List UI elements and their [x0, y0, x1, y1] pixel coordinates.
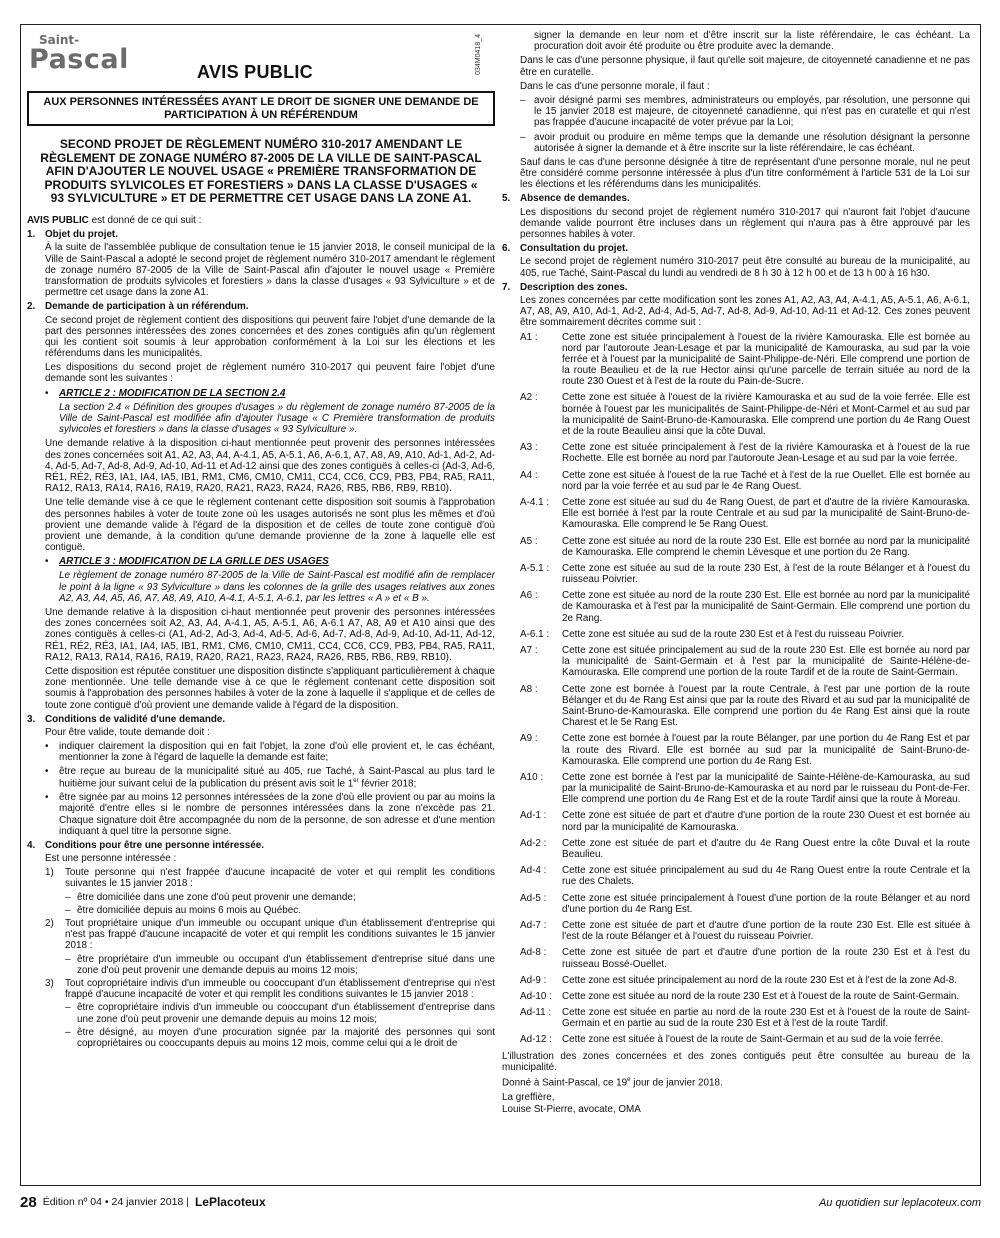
- list-item: [27, 792, 495, 837]
- zone-description: Cette zone est située principalement à l'ouest d'une portion de la route Bélanger et au nord d'une portion du 4e Rang Est.: [562, 892, 970, 915]
- section-number: 7.: [502, 281, 511, 293]
- item-number: 2): [45, 918, 54, 929]
- zone-item: [502, 470, 970, 492]
- zone-code: A5 :: [520, 535, 538, 547]
- section-title: Conditions de validité d'une demande.: [45, 713, 226, 725]
- zone-item: [502, 1007, 970, 1029]
- zone-item: [502, 947, 970, 969]
- dash-icon: –: [65, 953, 71, 965]
- zone-code: A9 :: [520, 733, 538, 745]
- section-2-heading: [27, 301, 495, 312]
- zone-description: Cette zone est située au sud de la route 230 Est, à l'est de la route Bélanger et à l'ouest du ruisseau Poivrier.: [562, 562, 970, 586]
- zone-code: A7 :: [520, 645, 538, 656]
- zone-item: [502, 332, 970, 388]
- edition-info: Édition nº 04 • 24 janvier 2018 |: [42, 1196, 189, 1209]
- footer-website: Au quotidien sur leplacoteux.com: [818, 1196, 981, 1209]
- section-7-text: Les zones concernées par cette modification sont les zones A1, A2, A3, A4, A-4.1, A5, A-5.1, A6, A-6.1, A7, A8, A9, A10, Ad-1, Ad-2, Ad-4, Ad-5, Ad-7, Ad-8, Ad-9, Ad-10, Ad-11 et Ad-12. Ces zones peuvent être sommairement décrites comme suit :: [520, 294, 970, 329]
- dash-item-text: être désigné, au moyen d'une procuration signée par la majorité des personnes qui sont copropriétaires ou cooccupants depuis au moins 12 mois, comme celui qui a le droit de: [77, 1026, 495, 1049]
- item-number: 3): [45, 977, 54, 989]
- zone-description: Cette zone est située principalement au nord de la route 230 Est et à l'est de la zone Ad-8.: [562, 974, 957, 986]
- section-number: 1.: [27, 229, 36, 241]
- zone-code: Ad-9 :: [520, 974, 547, 986]
- ad-code: 034M0418_4: [475, 34, 482, 75]
- zone-item: [502, 629, 970, 640]
- zone-item: [502, 838, 970, 860]
- zone-item: [502, 392, 970, 437]
- zone-item: [502, 442, 970, 464]
- zone-code: Ad-12 :: [520, 1034, 552, 1046]
- dash-item: [502, 132, 970, 154]
- dash-icon: –: [65, 904, 71, 916]
- zone-item: [502, 536, 970, 558]
- logo-bottom: Pascal: [29, 43, 129, 75]
- dash-item-text: être domiciliée depuis au moins 6 mois au Québec.: [77, 904, 301, 916]
- signature-role: La greffière,: [502, 1092, 555, 1104]
- list-item-text: indiquer clairement la disposition qui en fait l'objet, la zone d'où elle provient et, le cas échéant, mentionner la zone à l'égard de laquelle la demande est faite;: [59, 741, 495, 764]
- item-text: Tout copropriétaire indivis d'un immeuble ou cooccupant d'un établissement d'entreprise qui n'est frappé d'aucune incapacité de voter et qui remplit les conditions suivantes le 15 janvier 2018 :: [65, 977, 495, 1001]
- zone-code: A-6.1 :: [520, 628, 550, 640]
- zone-code: Ad-7 :: [520, 919, 547, 931]
- article-3-italic: Le règlement de zonage numéro 87-2005 de la Ville de Saint-Pascal est modifié afin de remplacer le point à la ligne « 93 Sylviculture » dans les colonnes de la grille des usages relatives aux zones A2, A3, A4, A5, A6, A7, A8, A9, A10, A-4.1, A-5.1, A-6.1, par les lettres « A » et « B ».: [59, 570, 495, 604]
- given-at-a: Donné à Saint-Pascal, ce 19: [502, 1077, 628, 1089]
- zone-code: Ad-1 :: [520, 810, 547, 822]
- zone-description: Cette zone est située au nord de la route 230 Est. Elle est bornée au nord par la municipalité de Kamouraska. Elle comprend le chemin Lévesque et une portion du 2e Rang.: [562, 535, 970, 558]
- zone-code: A1 :: [520, 331, 538, 343]
- section-4-text: Est une personne intéressée :: [45, 853, 177, 865]
- section-number: 5.: [502, 193, 511, 205]
- zone-description: Cette zone est bornée à l'ouest par la route Bélanger, par une portion du 4e Rang Est et par la route des Rivard. Elle est bornée au sud par la municipalité de Saint-Bruno-de-Kamouraska. Elle comprend une portion du 4e Rang Est.: [562, 733, 970, 767]
- numbered-item: [27, 918, 495, 952]
- zone-item: [502, 975, 970, 986]
- bullet-icon: •: [45, 766, 49, 778]
- zone-code: Ad-5 :: [520, 892, 547, 904]
- zone-code: A-5.1 :: [520, 562, 550, 574]
- zone-code: A10 :: [520, 771, 544, 783]
- zone-code: A2 :: [520, 392, 538, 404]
- bullet-icon: •: [45, 741, 49, 753]
- zone-description: Cette zone est située de part et d'autre d'une portion de la route 230 Est et à l'est du ruisseau Bossé-Ouellet.: [562, 947, 970, 970]
- section-title: Objet du projet.: [45, 229, 118, 241]
- zone-code: Ad-8 :: [520, 947, 547, 959]
- zone-description: Cette zone est située de part et d'autre du 4e Rang Ouest entre la côte Duval et la route Beaulieu.: [562, 837, 970, 860]
- zone-code: A8 :: [520, 683, 538, 695]
- dash-item-text: être copropriétaire indivis d'un immeuble ou cooccupant d'un établissement d'entreprise dans une zone d'où peut provenir une demande depuis au moins 12 mois;: [77, 1002, 495, 1025]
- bullet-icon: •: [45, 556, 49, 568]
- dash-item: [27, 892, 495, 903]
- list-item: [27, 766, 495, 789]
- article-3-text-1: Une demande relative à la disposition ci-haut mentionnée peut provenir des personnes intéressées des zones concernées soit A2, A3, A4, A-4.1, A5, A-5.1, A6, A-6.1 A7, A8, A9 et A10 ainsi que des zones contiguës à celles-ci (A1, Ad-2, Ad-3, Ad-4, Ad-5, Ad-6, Ad-7, Ad-8, Ad-9, Ad-10, Ad-11, Ad-12, RÉ1, RÉ2, RÉ3, IA1, IA4, IA5, IB1, RM1, CM6, CM10, CM11, CC4, CC6, CC9, PB3, PB4, RA5, RA11, RA12, RA13, RA14, RA16, RA19, RA20, RA21, RA23, RA24, RA26, RB5, RB6, RB9, RB10).: [45, 607, 495, 663]
- page-number: 28: [20, 1193, 37, 1211]
- zone-item: [502, 497, 970, 531]
- left-column: [27, 32, 495, 1180]
- section-6-text: Le second projet de règlement numéro 310-2017 peut être consulté au bureau de la municipalité, au 405, rue Taché, Saint-Pascal du lundi au vendredi de 8 h 30 à 12 h 00 et de 13 h 00 à 16 h30.: [520, 256, 970, 279]
- item-text: Tout propriétaire unique d'un immeuble ou occupant unique d'un établissement d'entreprise qui n'est pas frappé d'aucune incapacité de voter et qui remplit les conditions suivantes le 15 janvier 2018 :: [65, 918, 495, 952]
- numbered-item: [27, 867, 495, 889]
- dash-item: [27, 905, 495, 916]
- zone-description: Cette zone est située au nord de la route 230 Est. Elle est bornée au nord par la municipalité de Kamouraska et à l'est par la municipalité de Saint-Germain. Elle comprend une portion du 2e Rang.: [562, 590, 970, 624]
- dash-item-text: avoir désigné parmi ses membres, administrateurs ou employés, par résolution, une personne qui le 15 janvier 2018 est majeure, de citoyenneté canadienne, qui n'est pas en curatelle et qui n'est pas frappée d'aucune incapacité de voter prévue par la Loi;: [534, 94, 970, 129]
- zone-code: Ad-10 :: [520, 990, 552, 1002]
- zone-item: [502, 590, 970, 624]
- list-item-text: être signée par au moins 12 personnes intéressées de la zone d'où elle provient ou par au moins la majorité d'entre elles si le nombre de personnes intéressées dans la zone n'excède pas 21. Chaque signature doit être accompagnée du nom de la personne, de son adresse et d'une mention indiquant à quel titre la personne signe.: [59, 792, 495, 837]
- sauf-text: Sauf dans le cas d'une personne désignée à titre de représentant d'une personne morale, nul ne peut être considéré comme personne intéressée à plus d'un titre conformément à l'article 531 de la Loi sur les élections et les référendums dans les municipalités.: [520, 156, 970, 191]
- item-text: Toute personne qui n'est frappée d'aucune incapacité de voter et qui remplit les conditions suivantes le 15 janvier 2018 :: [65, 867, 495, 890]
- zone-item: [502, 991, 970, 1002]
- list-item-text-b: février 2018;: [358, 777, 417, 789]
- page-footer: [20, 1193, 981, 1213]
- dash-item-text: être propriétaire d'un immeuble ou occupant d'un établissement d'entreprise situé dans une zone d'où peut provenir une demande depuis au moins 12 mois;: [77, 953, 495, 976]
- zone-code: A3 :: [520, 442, 538, 454]
- zone-code: A-4.1 :: [520, 496, 550, 508]
- logo-top: Saint-: [39, 33, 80, 47]
- zone-description: Cette zone est située principalement à l'ouest de la rivière Kamouraska. Elle est bornée au nord par l'autoroute Jean-Lesage et par la municipalité de Kamouraska, au sud par la voie ferrée et à l'ouest par la municipalité de Saint-Philippe-de-Néri. Elle comprend une portion de la route Beaulieu et de la rue Hector ainsi qu'une parcelle de terrain située au nord de la route 230 Ouest et à l'est de la route du Pain-de-Sucre.: [562, 331, 970, 388]
- zone-description: Cette zone est située à l'ouest de la rue Taché et à l'est de la rue Ouellet. Elle est bornée au nord par la voie ferrée et au sud par le 4e Rang Ouest.: [562, 469, 970, 492]
- superscript: e: [627, 1077, 631, 1083]
- section-5-text: Les dispositions du second projet de règlement numéro 310-2017 qui n'auront fait l'objet d'aucune demande valide pourront être incluses dans un règlement qui n'aura pas à être approuvé par les personnes habiles à voter.: [520, 206, 970, 240]
- zone-item: [502, 645, 970, 679]
- article-2-text-2: Une telle demande vise à ce que le règlement contenant cette disposition soit soumis à l'approbation des personnes habiles à voter de toute zone où les usages autorisés ne sont plus les mêmes et d'où provient une demande valide à l'égard de la disposition et de celles de toute zone contiguë d'où provient une demande, à la condition qu'une demande provienne de la zone à laquelle elle est contiguë.: [45, 497, 495, 554]
- zone-item: [502, 920, 970, 942]
- dash-item-text: être domiciliée dans une zone d'où peut provenir une demande;: [77, 891, 356, 903]
- section-title: Conditions pour être une personne intéressée.: [45, 839, 264, 851]
- zone-code: Ad-2 :: [520, 837, 547, 849]
- zone-description: Cette zone est bornée à l'ouest par la route Centrale, à l'est par une portion de la route Bélanger et du 4e Rang Est ainsi que par la route des Rivard et au sud par la municipalité de Saint-Bruno-de-Kamouraska. Elle comprend une portion du 4e Rang Est ainsi que la route Charest et le 5e Rang Est.: [562, 683, 970, 729]
- right-column: [502, 30, 970, 1180]
- zone-description: Cette zone est située au sud du 4e Rang Ouest, de part et d'autre de la rivière Kamouraska. Elle est bornée à l'est par la route Centrale et au sud par la municipalité de Saint-Bruno-de-Kamouraska. Elle comprend le 5e Rang Ouest.: [562, 496, 970, 531]
- main-title: SECOND PROJET DE RÈGLEMENT NUMÉRO 310-2017 AMENDANT LE RÈGLEMENT DE ZONAGE NUMÉRO 87-2005 DE LA VILLE DE SAINT-PASCAL AFIN D'AJOUTER LE NOUVEL USAGE « PREMIÈRE TRANSFORMATION DE PRODUITS SYLVICOLES ET FORESTIERS » DANS LA CLASSE D'USAGES « 93 SYLVICULTURE » ET DE PERMETTRE CET USAGE DANS LA ZONE A1.: [40, 137, 482, 206]
- zone-code: A4 :: [520, 469, 538, 481]
- zone-item: [502, 893, 970, 915]
- list-item-text-a: être reçue au bureau de la municipalité situé au 405, rue Taché, à Saint-Pascal au plus tard le huitième jour suivant celui de la publication du présent avis soit le 1: [59, 766, 495, 789]
- section-2-text-1: Ce second projet de règlement contient des dispositions qui peuvent faire l'objet d'une demande de la part des personnes intéressées des zones concernées et des zones contiguës afin qu'un règlement qui les contient soit soumis à leur approbation conformément à la Loi sur les élections et les référendums dans les municipalités.: [45, 314, 495, 360]
- section-title: Consultation du projet.: [520, 243, 629, 255]
- section-number: 6.: [502, 243, 511, 255]
- dash-item: [27, 1027, 495, 1049]
- section-1-heading: [27, 229, 495, 240]
- signature-name: Louise St-Pierre, avocate, OMA: [502, 1103, 641, 1115]
- intro-rest: est donné de ce qui suit :: [88, 215, 202, 227]
- section-1-text: À la suite de l'assemblée publique de consultation tenue le 15 janvier 2018, le conseil municipal de la Ville de Saint-Pascal a adopté le second projet de règlement numéro 310-2017 amendant le règlement de zonage numéro 87-2005 de la Ville de Saint-Pascal afin d'ajouter le nouvel usage « Première transformation de produits sylvicoles et forestiers » dans la classe d'usages « 93 Sylviculture » et de permettre cet usage dans la zone A1.: [45, 242, 495, 299]
- article-3-text-2: Cette disposition est réputée constituer une disposition distincte s'appliquant particulièrement à chaque zone mentionnée. Une telle demande vise à ce que le règlement contenant cette disposition soit soumis à l'approbation des personnes habiles à voter de la zone à laquelle il s'applique et de celles de toute zone contiguë d'où provient une demande valide à l'égard de la disposition.: [45, 665, 495, 711]
- zone-description: Cette zone est bornée à l'est par la municipalité de Sainte-Hélène-de-Kamouraska, au sud par la municipalité de Saint-Bruno-de-Kamouraska et au nord par le ruisseau du Pont-de-Fer. Elle comprend une portion du 4e Rang Est et de la route Tardif ainsi que la route à Moreau.: [562, 771, 970, 806]
- given-at-text: [502, 1077, 970, 1088]
- zone-item: [502, 563, 970, 585]
- zone-list: [502, 332, 970, 1046]
- zone-description: Cette zone est située de part et d'autre d'une portion de la route 230 Ouest et est bornée au nord par la municipalité de Kamouraska.: [562, 810, 970, 833]
- zone-description: Cette zone est située principalement au sud de la route 230 Est. Elle est bornée au nord par la municipalité de Saint-Germain et à l'est par la municipalité de Sainte-Hélène-de-Kamouraska. Elle comprend une portion de la route Tardif et de la route de Saint-Germain.: [562, 645, 970, 679]
- footer-left: [20, 1195, 266, 1212]
- dash-icon: –: [520, 94, 526, 106]
- zone-description: Cette zone est située en partie au nord de la route 230 Est et à l'ouest de la route de Saint-Germain et en partie au sud de la route 230 Est et à l'est de la route Tardif.: [562, 1007, 970, 1030]
- section-number: 2.: [27, 301, 36, 313]
- dash-item-text: avoir produit ou produire en même temps que la demande une résolution désignant la personne autorisée à signer la demande et à être inscrite sur la liste référendaire, le cas échéant.: [534, 131, 970, 154]
- zone-item: [502, 684, 970, 729]
- zone-description: Cette zone est située à l'ouest de la rivière Kamouraska et au sud de la voie ferrée. Elle est bornée à l'ouest par les municipalités de Saint-Philippe-de-Néri et Mont-Carmel et au sud par la municipalité de Saint-Bruno-de-Kamouraska. Elle comprend une portion du 4e Rang Ouest et de la route Beaulieu ainsi que la côte Duval.: [562, 392, 970, 437]
- list-item: [27, 741, 495, 763]
- section-3-heading: [27, 714, 495, 725]
- zone-description: Cette zone est située de part et d'autre d'une portion de la route 230 Est. Elle est située à l'est de la route Bélanger et à l'ouest du ruisseau Poivrier.: [562, 919, 970, 943]
- numbered-item: [27, 978, 495, 1000]
- item-number: 1): [45, 867, 54, 879]
- dash-icon: –: [65, 1002, 71, 1014]
- section-7-heading: [502, 282, 970, 293]
- zone-item: [502, 865, 970, 887]
- section-number: 3.: [27, 713, 36, 725]
- intro-bold: AVIS PUBLIC: [27, 215, 89, 227]
- saint-pascal-logo: [29, 33, 129, 75]
- boxed-title: AUX PERSONNES INTÉRESSÉES AYANT LE DROIT DE SIGNER UNE DEMANDE DE PARTICIPATION À UN RÉFÉRENDUM: [27, 91, 495, 126]
- notice-header: [27, 32, 495, 87]
- zone-code: Ad-4 :: [520, 865, 547, 877]
- brand-logo: LePlacoteux: [194, 1195, 266, 1210]
- section-title: Demande de participation à un référendum.: [45, 301, 249, 313]
- article-3-title: ARTICLE 3 : MODIFICATION DE LA GRILLE DES USAGES: [59, 556, 329, 568]
- zone-item: [502, 772, 970, 806]
- section-5-heading: [502, 193, 970, 204]
- dash-item: [502, 95, 970, 129]
- dash-icon: –: [65, 1026, 71, 1038]
- section-2-text-2: Les dispositions du second projet de règlement numéro 310-2017 qui peuvent faire l'objet d'une demande sont les suivantes :: [45, 362, 495, 385]
- section-6-heading: [502, 243, 970, 254]
- dash-icon: –: [520, 131, 526, 143]
- article-2-title: ARTICLE 2 : MODIFICATION DE LA SECTION 2.4: [59, 387, 286, 399]
- superscript: er: [353, 777, 359, 784]
- bullet-icon: •: [45, 792, 49, 804]
- section-title: Description des zones.: [520, 281, 628, 293]
- bullet-icon: •: [45, 387, 49, 399]
- article-2-italic: La section 2.4 « Définition des groupes d'usages » du règlement de zonage numéro 87-2005 de la Ville de Saint-Pascal est modifiée afin d'ajouter l'usage « C Première transformation de produits sylvicoles et forestiers » dans la classe d'usages « 93 Sylviculture ».: [59, 401, 495, 436]
- zone-code: Ad-11 :: [520, 1007, 552, 1019]
- avis-public-title: AVIS PUBLIC: [197, 62, 313, 82]
- section-number: 4.: [27, 839, 36, 851]
- zone-description: Cette zone est située principalement au sud du 4e Rang Ouest entre la route Centrale et la rue des Chalets.: [562, 865, 970, 888]
- physical-person-text: Dans le cas d'une personne physique, il faut qu'elle soit majeure, de citoyenneté canadienne et ne pas être en curatelle.: [520, 55, 970, 78]
- zone-description: Cette zone est située principalement à l'est de la rivière Kamouraska et à l'ouest de la rue Rochette. Elle est bornée au nord par l'autoroute Jean-Lesage et au sud par la voie ferrée.: [562, 442, 970, 465]
- zone-item: [502, 733, 970, 767]
- dash-item: [27, 954, 495, 976]
- moral-person-text: Dans le cas d'une personne morale, il faut :: [520, 80, 710, 92]
- continued-text: signer la demande en leur nom et d'être inscrit sur la liste référendaire, le cas échéant. La procuration doit avoir été produite ou être produite avec la demande.: [534, 30, 970, 53]
- dash-item: [27, 1002, 495, 1024]
- zone-description: Cette zone est située au nord de la route 230 Est et à l'ouest de la route de Saint-Germain.: [562, 990, 960, 1002]
- dash-icon: –: [65, 891, 71, 903]
- article-2-heading: [27, 388, 495, 399]
- zone-description: Cette zone est située au sud de la route 230 Est et à l'est du ruisseau Poivrier.: [562, 628, 905, 640]
- given-at-b: jour de janvier 2018.: [630, 1077, 723, 1089]
- article-3-heading: [27, 556, 495, 567]
- section-3-text: Pour être valide, toute demande doit :: [45, 726, 210, 738]
- intro: [27, 215, 495, 226]
- zone-code: A6 :: [520, 590, 538, 602]
- illustration-text: L'illustration des zones concernées et des zones contiguës peut être consultée au bureau de la municipalité.: [502, 1050, 970, 1073]
- section-title: Absence de demandes.: [520, 193, 630, 205]
- section-4-heading: [27, 840, 495, 851]
- zone-item: [502, 1034, 970, 1045]
- zone-description: Cette zone est située à l'ouest de la route de Saint-Germain et au sud de la voie ferrée.: [562, 1034, 944, 1046]
- list-item-text: [59, 766, 495, 789]
- zone-item: [502, 810, 970, 832]
- article-2-text-1: Une demande relative à la disposition ci-haut mentionnée peut provenir des personnes intéressées des zones concernées soit A1, A2, A3, A4, A-4.1, A5, A-5.1, A6, A-6.1, A7, A8, A9, A10, Ad-1, Ad-2, Ad-4, Ad-5, Ad-7, Ad-8, Ad-9, Ad-10, Ad-11 et Ad-12 ainsi que des zones contiguës à celles-ci (Ad-3, Ad-6, RÉ1, RÉ2, RÉ3, IA1, IA4, IA5, IB1, RM1, CM6, CM10, CM11, CC4, CC6, CC9, PB3, PB4, RA5, RA11, RA12, RA13, RA14, RA16, RA19, RA20, RA21, RA23, RA24, RA26, RB5, RB6, RB9, RB10).: [45, 438, 495, 495]
